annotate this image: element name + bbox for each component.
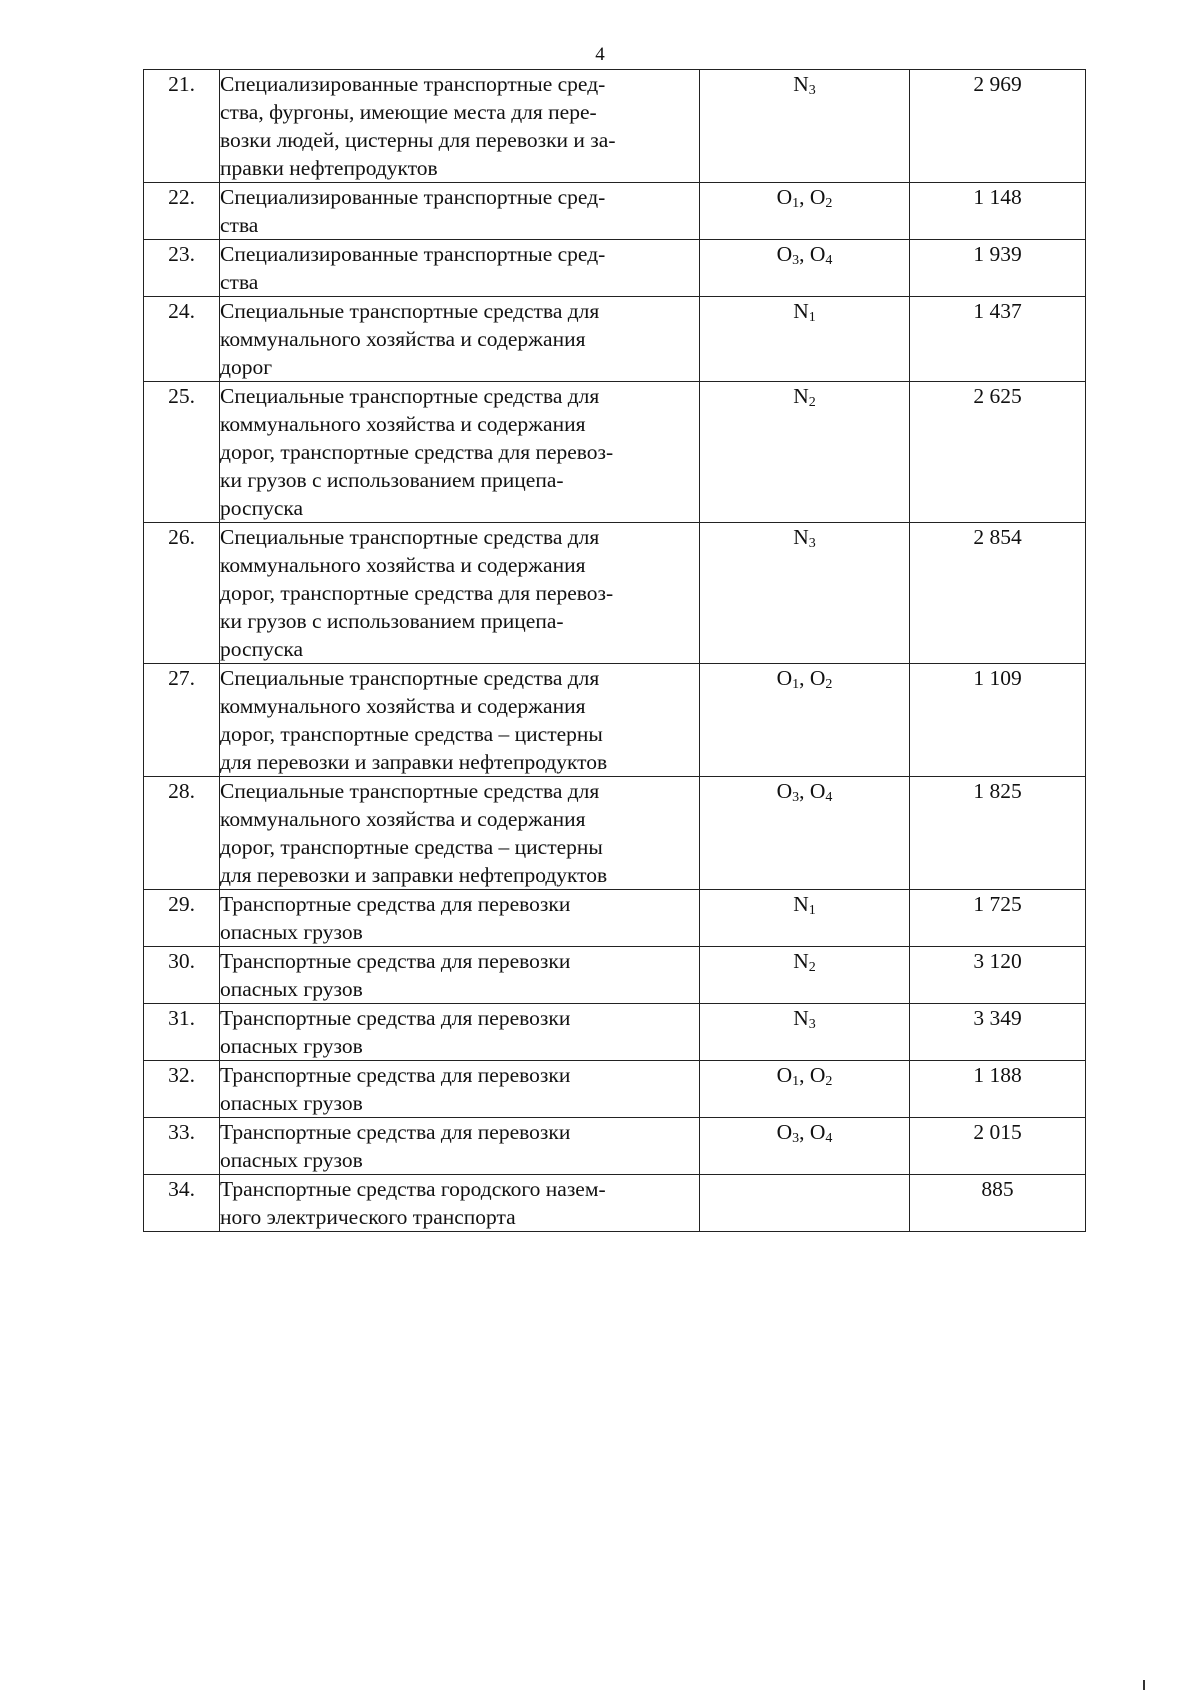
row-category bbox=[700, 1175, 910, 1232]
row-description bbox=[220, 664, 700, 777]
category-subscript: 3 bbox=[808, 83, 816, 98]
category-letter: N bbox=[793, 949, 809, 973]
category-letter: O bbox=[776, 779, 793, 803]
category-letter: N bbox=[793, 892, 809, 916]
category-letter: O bbox=[809, 779, 826, 803]
category-letter: N bbox=[793, 525, 809, 549]
table-row bbox=[144, 777, 1086, 890]
table-body bbox=[144, 70, 1086, 1232]
row-description bbox=[220, 777, 700, 890]
description-line: коммунального хозяйства и содержания bbox=[220, 694, 586, 718]
description-line: опасных грузов bbox=[220, 977, 363, 1001]
table-row bbox=[144, 890, 1086, 947]
category-subscript: 4 bbox=[825, 253, 833, 268]
category-letter: N bbox=[793, 299, 809, 323]
row-description bbox=[220, 523, 700, 664]
description-line: роспуска bbox=[220, 637, 304, 661]
description-line: Транспортные средства для перевозки bbox=[220, 892, 571, 916]
category-subscript: 3 bbox=[792, 1131, 800, 1146]
table-row bbox=[144, 664, 1086, 777]
row-value: 1 725 bbox=[910, 890, 1086, 947]
category-letter: N bbox=[793, 72, 809, 96]
row-value: 885 bbox=[910, 1175, 1086, 1232]
description-line: Транспортные средства для перевозки bbox=[220, 1006, 571, 1030]
row-number: 33. bbox=[144, 1118, 220, 1175]
table-row bbox=[144, 523, 1086, 664]
row-value: 3 349 bbox=[910, 1004, 1086, 1061]
row-description bbox=[220, 183, 700, 240]
row-description bbox=[220, 947, 700, 1004]
row-value: 2 969 bbox=[910, 70, 1086, 183]
category-subscript: 1 bbox=[808, 310, 816, 325]
description-line: ства bbox=[220, 270, 259, 294]
category-letter: O bbox=[776, 1120, 793, 1144]
description-line: для перевозки и заправки нефтепродуктов bbox=[220, 750, 608, 774]
description-line: дорог, транспортные средства – цистерны bbox=[220, 835, 603, 859]
category-letter: N bbox=[793, 384, 809, 408]
category-subscript: 3 bbox=[792, 790, 800, 805]
description-line: опасных грузов bbox=[220, 1034, 363, 1058]
category-subscript: 3 bbox=[808, 1017, 816, 1032]
row-number: 22. bbox=[144, 183, 220, 240]
category-subscript: 4 bbox=[825, 790, 833, 805]
row-category: $O_3$, $O_4$ bbox=[700, 240, 910, 297]
category-subscript: 1 bbox=[792, 1074, 800, 1089]
row-number: 27. bbox=[144, 664, 220, 777]
row-description bbox=[220, 240, 700, 297]
row-category bbox=[700, 1004, 910, 1061]
description-line: дорог, транспортные средства для перевоз- bbox=[220, 581, 614, 605]
category-subscript: 2 bbox=[808, 395, 816, 410]
page-number: 4 bbox=[595, 44, 605, 65]
row-description bbox=[220, 70, 700, 183]
description-line: Специальные транспортные средства для bbox=[220, 299, 600, 323]
row-category bbox=[700, 382, 910, 523]
category-letter: N bbox=[793, 1006, 809, 1030]
description-line: возки людей, цистерны для перевозки и за- bbox=[220, 128, 616, 152]
description-line: ки грузов с использованием прицепа- bbox=[220, 609, 564, 633]
description-line: коммунального хозяйства и содержания bbox=[220, 412, 586, 436]
description-line: опасных грузов bbox=[220, 1148, 363, 1172]
category-letter: O bbox=[809, 1120, 826, 1144]
category-subscript: 3 bbox=[808, 536, 816, 551]
row-value: 1 939 bbox=[910, 240, 1086, 297]
row-number: 30. bbox=[144, 947, 220, 1004]
table-row bbox=[144, 297, 1086, 382]
row-description bbox=[220, 1118, 700, 1175]
table-row bbox=[144, 1118, 1086, 1175]
table-row bbox=[144, 183, 1086, 240]
description-line: дорог, транспортные средства для перевоз- bbox=[220, 440, 614, 464]
scan-edge-mark bbox=[1143, 1680, 1145, 1690]
row-category: $O_3$, $O_4$ bbox=[700, 1118, 910, 1175]
row-value: 1 437 bbox=[910, 297, 1086, 382]
row-number: 29. bbox=[144, 890, 220, 947]
row-value: 3 120 bbox=[910, 947, 1086, 1004]
row-category: $O_1$, $O_2$ bbox=[700, 183, 910, 240]
table-row bbox=[144, 382, 1086, 523]
row-category bbox=[700, 70, 910, 183]
description-line: для перевозки и заправки нефтепродуктов bbox=[220, 863, 608, 887]
category-subscript: 2 bbox=[825, 196, 833, 211]
row-number: 26. bbox=[144, 523, 220, 664]
category-subscript: 2 bbox=[825, 677, 833, 692]
description-line: ного электрического транспорта bbox=[220, 1205, 516, 1229]
category-letter: O bbox=[776, 666, 793, 690]
table-row bbox=[144, 1175, 1086, 1232]
description-line: коммунального хозяйства и содержания bbox=[220, 327, 586, 351]
row-number: 23. bbox=[144, 240, 220, 297]
row-description bbox=[220, 1061, 700, 1118]
row-value: 1 188 bbox=[910, 1061, 1086, 1118]
description-line: ства bbox=[220, 213, 259, 237]
description-line: Специализированные транспортные сред- bbox=[220, 72, 606, 96]
description-line: ства, фургоны, имеющие места для пере- bbox=[220, 100, 597, 124]
category-subscript: 1 bbox=[808, 903, 816, 918]
description-line: ки грузов с использованием прицепа- bbox=[220, 468, 564, 492]
category-subscript: 1 bbox=[792, 196, 800, 211]
row-value: 1 148 bbox=[910, 183, 1086, 240]
description-line: Специальные транспортные средства для bbox=[220, 666, 600, 690]
category-subscript: 2 bbox=[808, 960, 816, 975]
row-description bbox=[220, 297, 700, 382]
description-line: дорог bbox=[220, 355, 273, 379]
row-number: 31. bbox=[144, 1004, 220, 1061]
description-line: Специальные транспортные средства для bbox=[220, 525, 600, 549]
description-line: правки нефтепродуктов bbox=[220, 156, 438, 180]
description-line: Транспортные средства для перевозки bbox=[220, 1120, 571, 1144]
description-line: Специализированные транспортные сред- bbox=[220, 185, 606, 209]
description-line: Специализированные транспортные сред- bbox=[220, 242, 606, 266]
row-description bbox=[220, 1175, 700, 1232]
row-category: $O_3$, $O_4$ bbox=[700, 777, 910, 890]
row-category bbox=[700, 947, 910, 1004]
description-line: опасных грузов bbox=[220, 920, 363, 944]
row-category bbox=[700, 890, 910, 947]
row-description bbox=[220, 1004, 700, 1061]
description-line: опасных грузов bbox=[220, 1091, 363, 1115]
row-value: 1 825 bbox=[910, 777, 1086, 890]
row-number: 25. bbox=[144, 382, 220, 523]
row-number: 24. bbox=[144, 297, 220, 382]
row-category bbox=[700, 297, 910, 382]
category-subscript: 2 bbox=[825, 1074, 833, 1089]
row-category: $O_1$, $O_2$ bbox=[700, 1061, 910, 1118]
description-line: дорог, транспортные средства – цистерны bbox=[220, 722, 603, 746]
category-letter: O bbox=[809, 185, 826, 209]
row-number: 32. bbox=[144, 1061, 220, 1118]
category-letter: O bbox=[776, 185, 793, 209]
description-line: Транспортные средства городского назем- bbox=[220, 1177, 606, 1201]
row-number: 28. bbox=[144, 777, 220, 890]
row-description bbox=[220, 890, 700, 947]
row-number: 34. bbox=[144, 1175, 220, 1232]
category-subscript: 3 bbox=[792, 253, 800, 268]
table-row bbox=[144, 70, 1086, 183]
row-value: 2 625 bbox=[910, 382, 1086, 523]
table-row bbox=[144, 947, 1086, 1004]
description-line: Транспортные средства для перевозки bbox=[220, 949, 571, 973]
category-subscript: 1 bbox=[792, 677, 800, 692]
category-letter: O bbox=[776, 242, 793, 266]
row-description bbox=[220, 382, 700, 523]
category-letter: O bbox=[809, 242, 826, 266]
description-line: Транспортные средства для перевозки bbox=[220, 1063, 571, 1087]
table-row bbox=[144, 240, 1086, 297]
table-row bbox=[144, 1061, 1086, 1118]
row-category bbox=[700, 523, 910, 664]
row-category: $O_1$, $O_2$ bbox=[700, 664, 910, 777]
table-row bbox=[144, 1004, 1086, 1061]
row-value: 2 015 bbox=[910, 1118, 1086, 1175]
description-line: роспуска bbox=[220, 496, 304, 520]
row-value: 1 109 bbox=[910, 664, 1086, 777]
description-line: коммунального хозяйства и содержания bbox=[220, 807, 586, 831]
description-line: Специальные транспортные средства для bbox=[220, 384, 600, 408]
row-number: 21. bbox=[144, 70, 220, 183]
vehicle-category-table bbox=[143, 69, 1086, 1232]
category-letter: O bbox=[809, 1063, 826, 1087]
category-letter: O bbox=[776, 1063, 793, 1087]
description-line: коммунального хозяйства и содержания bbox=[220, 553, 586, 577]
category-letter: O bbox=[809, 666, 826, 690]
row-value: 2 854 bbox=[910, 523, 1086, 664]
category-subscript: 4 bbox=[825, 1131, 833, 1146]
description-line: Специальные транспортные средства для bbox=[220, 779, 600, 803]
